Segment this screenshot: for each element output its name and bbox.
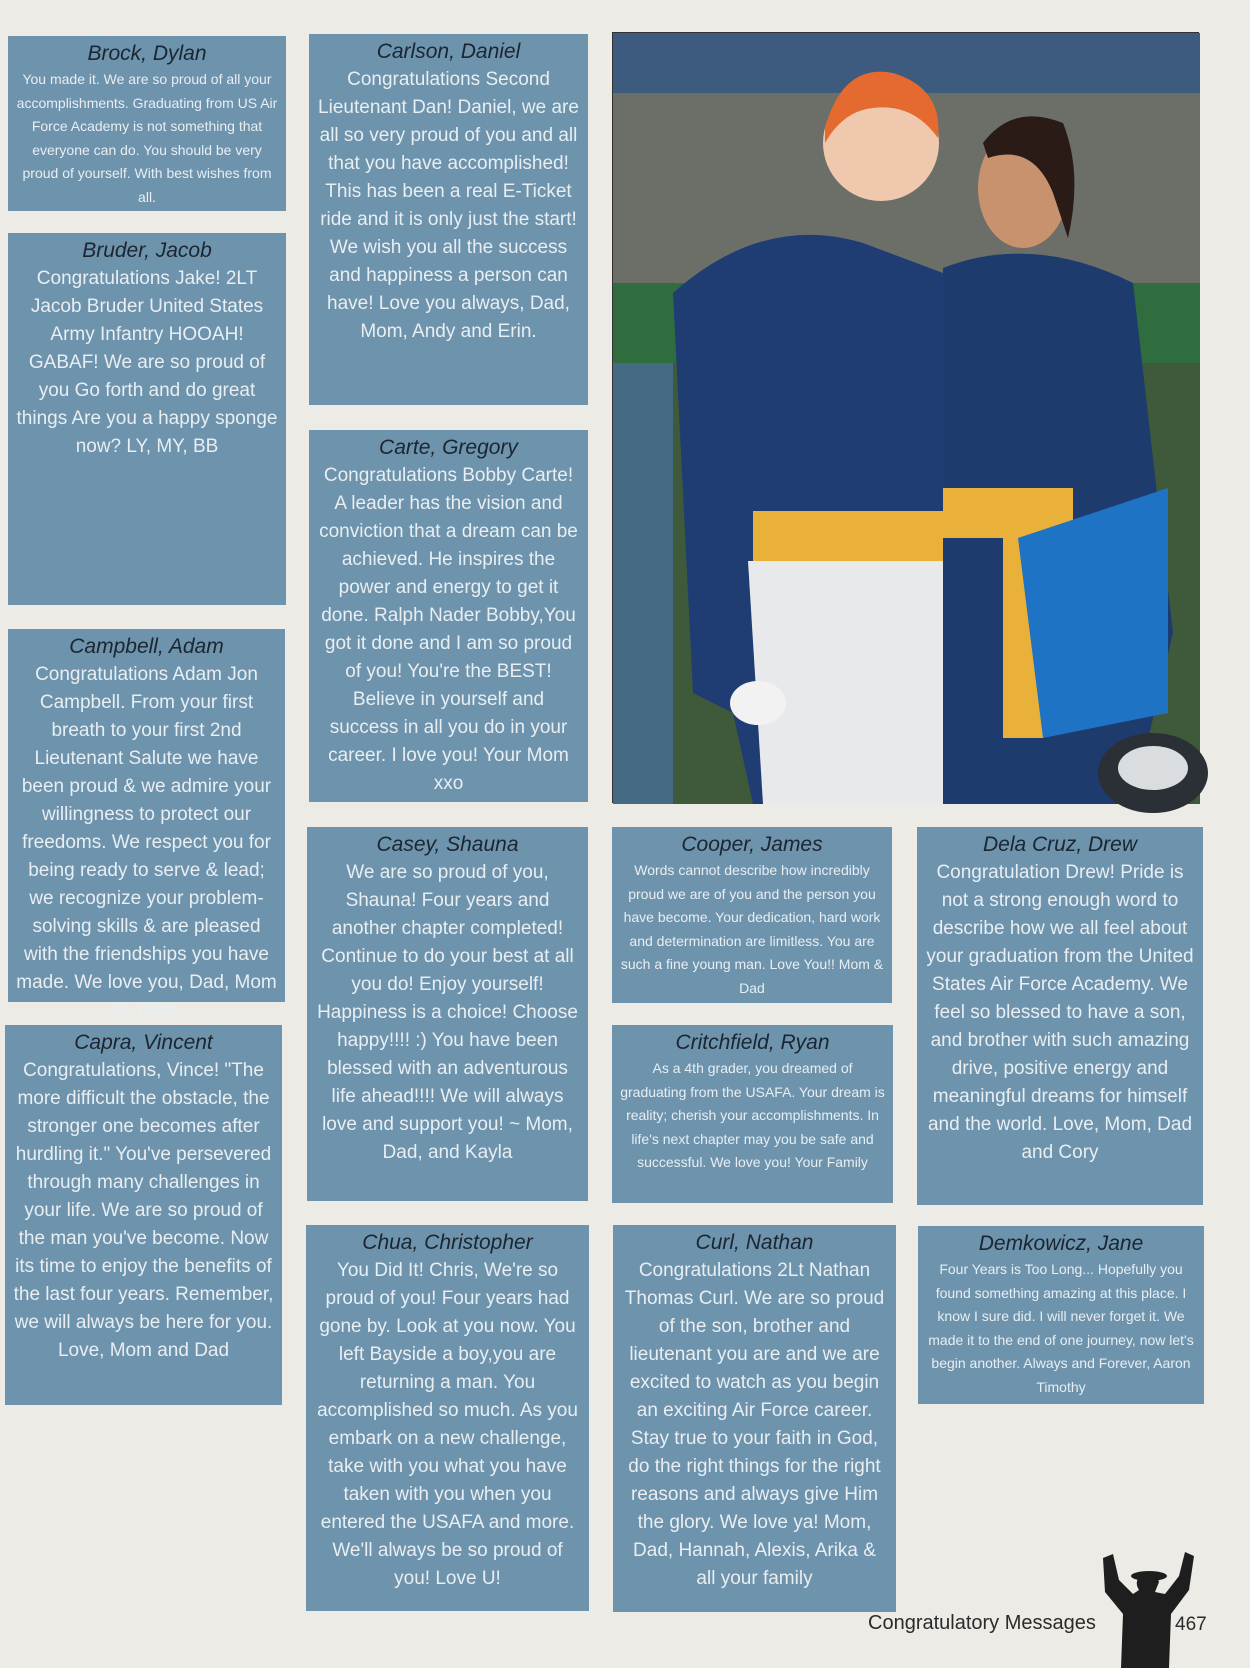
message-carlson-daniel xyxy=(309,34,588,405)
cadet-silhouette-icon xyxy=(1095,1550,1195,1668)
message-text: Congratulations, Vince! "The more difficult the obstacle, the stronger one becomes after hurdling it." You've persevered through many challenges in your life. We are so proud of the man you've become. Now its time to enjoy the benefits of the last four years. Remember, we will always be here for you. Love, Mom and Dad xyxy=(13,1060,274,1362)
message-name: Casey, Shauna xyxy=(376,833,519,856)
message-name: Campbell, Adam xyxy=(69,635,224,658)
message-name: Brock, Dylan xyxy=(87,42,207,65)
message-demkowicz-jane xyxy=(918,1226,1204,1404)
message-name: Chua, Christopher xyxy=(362,1231,533,1254)
message-text: Congratulation Drew! Pride is not a strong enough word to describe how we all feel about your graduation from the United States Air Force Academy. We feel so blessed to have a son, and brother with such amazing drive, positive energy and meaningful dreams for himself and the world. Love, Mom, Dad and Cory xyxy=(926,862,1194,1164)
message-text: Congratulations 2Lt Nathan Thomas Curl. We are so proud of the son, brother and lieutenant you are and we are excited to watch as you begin an exciting Air Force career. Stay true to your faith in God, do the right things for the right reasons and always give Him the glory. We love ya! Mom, Dad, Hannah, Alexis, Arika & all your family xyxy=(624,1260,885,1590)
message-casey-shauna xyxy=(307,827,588,1201)
message-capra-vincent xyxy=(5,1025,282,1405)
message-name: Critchfield, Ryan xyxy=(675,1031,830,1054)
message-critchfield-ryan xyxy=(612,1025,893,1203)
message-campbell-adam xyxy=(8,629,285,1022)
message-text: As a 4th grader, you dreamed of graduating from the USAFA. Your dream is reality; cherish your accomplishments. In life's next chapter may you be safe and successful. We love you! Your Family xyxy=(620,1060,885,1171)
message-text: Four Years is Too Long... Hopefully you found something amazing at this place. I know I sure did. I will never forget it. We made it to the end of one journey, now let's begin another. Always and Forever, Aaron Timothy xyxy=(928,1261,1194,1395)
message-brock-dylan xyxy=(8,36,286,211)
page-number: 467 xyxy=(1175,1614,1207,1635)
message-name: Capra, Vincent xyxy=(74,1031,213,1054)
message-text: Congratulations Jake! 2LT Jacob Bruder United States Army Infantry HOOAH! GABAF! We are so proud of you Go forth and do great things Are you a happy sponge now? LY, MY, BB xyxy=(16,268,278,458)
message-dela-cruz-drew xyxy=(917,827,1203,1205)
message-text: Words cannot describe how incredibly proud we are of you and the person you have become. Your dedication, hard work and determination are limitless. You are such a fine young man. Love You!! Mom & Dad xyxy=(620,862,884,996)
message-text: You made it. We are so proud of all your accomplishments. Graduating from US Air Force Academy is not something that everyone can do. You should be very proud of yourself. With best wishes from all. xyxy=(16,71,278,205)
message-curl-nathan xyxy=(613,1225,896,1612)
message-text: Congratulations Second Lieutenant Dan! Daniel, we are all so very proud of you and all that you have accomplished! This has been a real E-Ticket ride and it is only just the start! We wish you all the success and happiness a person can have! Love you always, Dad, Mom, Andy and Erin. xyxy=(318,69,579,343)
message-name: Carte, Gregory xyxy=(379,436,518,459)
message-name: Carlson, Daniel xyxy=(376,40,521,63)
message-text: Congratulations Bobby Carte! A leader has the vision and conviction that a dream can be achieved. He inspires the power and energy to get it done. Ralph Nader Bobby,You got it done and I am so proud of you! You're the BEST! Believe in yourself and success in all you do in your career. I love you! Your Mom xxo xyxy=(319,465,578,795)
message-cooper-james xyxy=(612,827,892,1003)
message-carte-gregory xyxy=(309,430,588,802)
message-text: You Did It! Chris, We're so proud of you! Four years had gone by. Look at you now. You left Bayside a boy,you are returning a man. You accomplished so much. As you embark on a new challenge, take with you what you have taken with you when you entered the USAFA and more. We'll always be so proud of you! Love U! xyxy=(317,1260,578,1590)
section-title: Congratulatory Messages xyxy=(868,1612,1096,1634)
message-name: Demkowicz, Jane xyxy=(978,1232,1144,1255)
message-name: Dela Cruz, Drew xyxy=(982,833,1138,856)
message-chua-christopher xyxy=(306,1225,589,1611)
message-name: Bruder, Jacob xyxy=(82,239,212,262)
message-text: We are so proud of you, Shauna! Four years and another chapter completed! Continue to do your best at all you do! Enjoy yourself! Happiness is a choice! Choose happy!!!! :) You have been blessed with an adventurous life ahead!!!! We will always love and support you! ~ Mom, Dad, and Kayla xyxy=(317,862,578,1164)
message-text: Congratulations Adam Jon Campbell. From your first breath to your first 2nd Lieutenant Salute we have been proud & we admire your willingness to protect our freedoms. We respect you for being ready to serve & lead; we recognize your problem-solving skills & are pleased with the friendships you have made. We love you, Dad, Mom & Julee xyxy=(16,664,277,1022)
graduation-photo xyxy=(612,32,1199,803)
message-name: Curl, Nathan xyxy=(695,1231,814,1254)
message-bruder-jacob xyxy=(8,233,286,605)
message-name: Cooper, James xyxy=(681,833,823,856)
